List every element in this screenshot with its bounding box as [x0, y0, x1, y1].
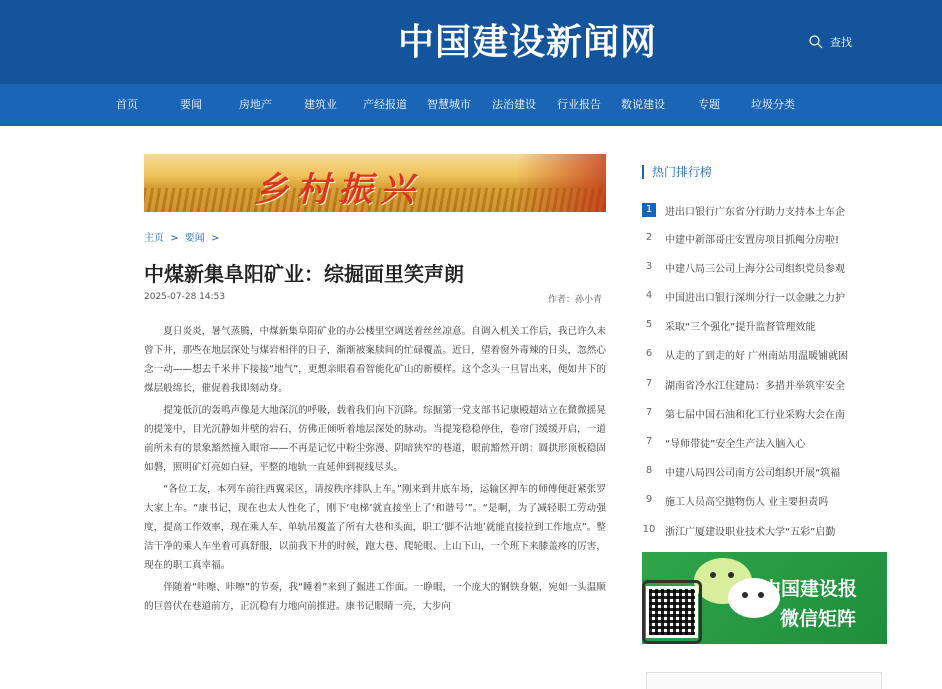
- hot-rank-number: 6: [645, 348, 653, 359]
- nav-item-rule-of-law[interactable]: 法治建设: [492, 98, 536, 111]
- hot-item-link[interactable]: “导师带徒”安全生产法入脑入心: [665, 438, 806, 450]
- nav-item-home[interactable]: 首页: [116, 98, 138, 111]
- breadcrumb-separator: >: [170, 233, 179, 244]
- nav-item-news[interactable]: 要闻: [180, 98, 202, 111]
- hot-item-link[interactable]: 采取“三个强化”提升监督管理效能: [665, 321, 816, 333]
- wechat-matrix-promo[interactable]: [642, 552, 887, 644]
- hot-item-link[interactable]: 中建中新部哥庄安置房项目抓阄分房啦!: [665, 234, 840, 246]
- breadcrumb: [144, 229, 222, 244]
- site-title[interactable]: 中国建设新闻网: [398, 21, 658, 63]
- breadcrumb-section[interactable]: 要闻: [184, 233, 205, 244]
- article-paragraph: 夏日炎炎，暑气蒸腾，中煤新集阜阳矿业的办公楼里空调送着丝丝凉意。自调入机关工作后，我已许久未曾下井，那些在地层深处与煤岩相伴的日子，渐渐被案牍间的忙碌覆盖。近日，望着窗外毒辣的日头，忽然心念一动——想去千米井下接接“地气”，更想亲眼看看智能化矿山的新模样。这个念头一旦冒出来，便如井下的煤层般绵长，催促着我即刻动身。: [144, 326, 606, 394]
- hot-rank-badge: 1: [642, 203, 656, 217]
- hot-item-link[interactable]: 从走的了到走的好 广州南站用温暖铺就困: [665, 350, 849, 362]
- hot-item[interactable]: [642, 228, 892, 248]
- hot-item[interactable]: [642, 520, 892, 540]
- hot-rank-number: 8: [645, 465, 653, 476]
- hot-rank-number: 4: [645, 290, 653, 301]
- main-nav: [0, 84, 942, 126]
- hot-item-link[interactable]: 湖南省冷水江住建局：多措并举筑牢安全: [665, 380, 845, 392]
- hot-rank-number: 7: [645, 407, 653, 418]
- article-body: [144, 322, 606, 619]
- hot-rank-number: 9: [645, 494, 653, 505]
- nav-item-real-estate[interactable]: 房地产: [239, 98, 272, 111]
- article-title: 中煤新集阜阳矿业：综掘面里笑声朗: [144, 262, 464, 286]
- hot-item[interactable]: [642, 374, 892, 394]
- search-widget[interactable]: [808, 34, 852, 50]
- eye-dot: [710, 572, 716, 578]
- eye-dot: [742, 592, 748, 598]
- nav-item-waste-sorting[interactable]: 垃圾分类: [751, 98, 795, 111]
- nav-item-reports[interactable]: 行业报告: [557, 98, 601, 111]
- secondary-promo-card[interactable]: [646, 672, 882, 689]
- hot-rank-number: 2: [645, 232, 653, 243]
- nav-item-data[interactable]: 数说建设: [621, 98, 665, 111]
- hot-item[interactable]: [642, 200, 892, 220]
- hot-rank-number: 5: [645, 319, 653, 330]
- nav-item-smart-city[interactable]: 智慧城市: [427, 98, 471, 111]
- hot-rank-number: 10: [642, 524, 656, 535]
- hot-rank-number: 7: [645, 436, 653, 447]
- hot-item-link[interactable]: 中建八局三公司上海分公司组织党员参观: [665, 263, 845, 275]
- hot-item[interactable]: [642, 403, 892, 423]
- hot-rank-number: 3: [645, 261, 653, 272]
- hot-item[interactable]: [642, 432, 892, 452]
- site-header: [0, 0, 942, 84]
- search-icon[interactable]: [808, 34, 824, 50]
- hot-item-link[interactable]: 浙江广厦建设职业技术大学“五彩”启勤: [665, 526, 836, 538]
- hot-item[interactable]: [642, 315, 892, 335]
- hot-item-link[interactable]: 中建八局四公司南方公司组织开展“筑福: [665, 467, 841, 479]
- hot-item[interactable]: [642, 257, 892, 277]
- hot-item-link[interactable]: 中国进出口银行深圳分行一以金融之力护: [665, 292, 845, 304]
- nav-item-industry[interactable]: 产经报道: [363, 98, 407, 111]
- article-paragraph: 伴随着“咔嚓、咔嚓”的节奏，我“睡着”来到了掘进工作面。一睁眼，一个庞大的钢铁身躯，宛如一头温顺的巨兽伏在巷道前方，正沉稳有力地向前推进。康书记眼睛一亮，大步向: [144, 582, 606, 612]
- nav-item-topics[interactable]: 专题: [698, 98, 720, 111]
- banner-text: 乡村振兴: [254, 170, 422, 210]
- article-paragraph: “各位工友，本列车前往西翼采区，请按秩序排队上车。”刚来到井底车场，运输区押车的师傅便赶紧张罗大家上车。“康书记，现在也太人性化了，刚下‘电梯’就直接坐上了‘和谐号’”。“是啊，为了减轻职工劳动强度，提高工作效率，现在乘人车、单轨吊覆盖了所有大巷和头面，职工‘脚不沾地’就能直接拉到工作地点”。整洁干净的乘人车坐着可真舒服，以前我下井的时候，跑大巷、爬轮眼、上山下山，一个班下来膝盖疼的厉害，现在的职工真幸福。: [144, 484, 606, 571]
- article-date: 2025-07-28 14:53: [144, 292, 226, 302]
- article-paragraph: 提笼低沉的轰鸣声像是大地深沉的呼吸，载着我们向下沉降。综掘第一党支部书记康殿超站立在微微摇晃的提笼中，目光沉静如井壁的岩石，仿佛正倾听着地层深处的脉动。当提笼稳稳停住，卷帘门缓缓开启，一道前所未有的景象豁然撞入眼帘——不再是记忆中粉尘弥漫、阴暗狭窄的巷道，眼前豁然开朗：圆拱形顶板稳固如磐，照明矿灯亮如白昼，平整的地轨一直延伸到视线尽头。: [144, 405, 606, 473]
- nav-item-construction[interactable]: 建筑业: [304, 98, 337, 111]
- promo-line-2: 微信矩阵: [780, 608, 857, 630]
- eye-dot: [728, 572, 734, 578]
- rural-revitalization-banner[interactable]: [144, 154, 606, 212]
- hot-rank-number: 7: [645, 378, 653, 389]
- hot-item-link[interactable]: 进出口银行广东省分行助力支持本土车企: [665, 206, 845, 218]
- breadcrumb-home[interactable]: 主页: [144, 233, 164, 244]
- search-label[interactable]: 查找: [830, 36, 852, 49]
- phone-icon: [642, 580, 702, 644]
- promo-line-1: 中国建设报: [762, 578, 858, 600]
- hot-item[interactable]: [642, 461, 892, 481]
- banner-red-accent: [516, 154, 606, 212]
- hot-item-link[interactable]: 第七届中国石油和化工行业采购大会在南: [665, 409, 845, 421]
- hot-ranking-title: 热门排行榜: [642, 165, 712, 179]
- hot-item[interactable]: [642, 344, 892, 364]
- breadcrumb-separator: >: [210, 233, 220, 244]
- hot-item[interactable]: [642, 286, 892, 306]
- hot-item[interactable]: [642, 490, 892, 510]
- hot-item-link[interactable]: 施工人员高空抛物伤人 业主要担责吗: [665, 496, 829, 508]
- article-author: 作者：孙小青: [548, 295, 603, 305]
